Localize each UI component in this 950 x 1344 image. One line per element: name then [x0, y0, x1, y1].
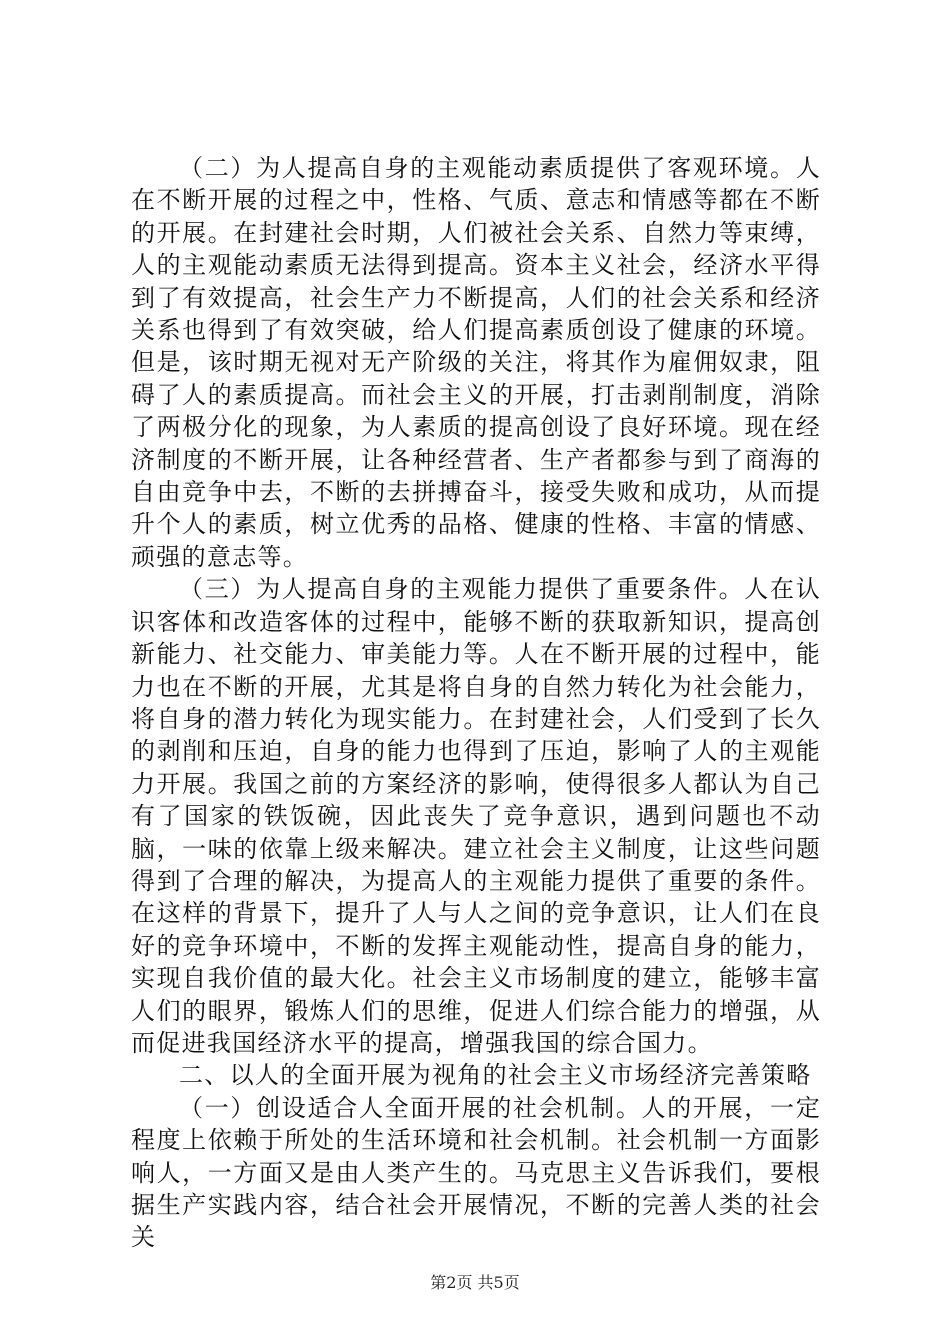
page-footer: 第2页 共5页 [430, 1273, 520, 1292]
section-heading: 二、以人的全面开展为视角的社会主义市场经济完善策略 [179, 1061, 812, 1090]
paragraph-section-2-2: （二）为人提高自身的主观能动素质提供了客观环境。人在不断开展的过程之中，性格、气质、意志和情感等都在不断的开展。在封建社会时期，人们被社会关系、自然力等束缚，人的主观能动素质无法得到提高。资本主义社会，经济水平得到了有效提高，社会生产力不断提高，人们的社会关系和经济关系也得到了有效突破，给人们提高素质创设了健康的环境。但是，该时期无视对无产阶级的关注，将其作为雇佣奴隶，阻碍了人的素质提高。而社会主义的开展，打击剥削制度，消除了两极分化的现象，为人素质的提高创设了良好环境。现在经济制度的不断开展，让各种经营者、生产者都参与到了商海的自由竞争中去，不断的去拼搏奋斗，接受失败和成功，从而提升个人的素质，树立优秀的品格、健康的性格、丰富的情感、顽强的意志等。 [131, 154, 821, 571]
paragraph-section-2-3: （三）为人提高自身的主观能力提供了重要条件。人在认识客体和改造客体的过程中，能够不断的获取新知识，提高创新能力、社交能力、审美能力等。人在不断开展的过程中，能力也在不断的开展，尤其是将自身的自然力转化为社会能力，将自身的潜力转化为现实能力。在封建社会，人们受到了长久的剥削和压迫，自身的能力也得到了压迫，影响了人的主观能力开展。我国之前的方案经济的影响，使得很多人都认为自己有了国家的铁饭碗，因此丧失了竞争意识，遇到问题也不动脑，一味的依靠上级来解决。建立社会主义制度，让这些问题得到了合理的解决，为提高人的主观能力提供了重要的条件。在这样的背景下，提升了人与人之间的竞争意识，让人们在良好的竞争环境中，不断的发挥主观能动性，提高自身的能力，实现自我价值的最大化。社会主义市场制度的建立，能够丰富人们的眼界，锻炼人们的思维，促进人们综合能力的增强，从而促进我国经济水平的提高，增强我国的综合国力。 [131, 575, 821, 1057]
document-body [131, 152, 821, 1254]
paragraph-section-3-1: （一）创设适合人全面开展的社会机制。人的开展，一定程度上依赖于所处的生活环境和社会机制。社会机制一方面影响人，一方面又是由人类产生的。马克思主义告诉我们，要根据生产实践内容，结合社会开展情况，不断的完善人类的社会关 [131, 1093, 821, 1252]
